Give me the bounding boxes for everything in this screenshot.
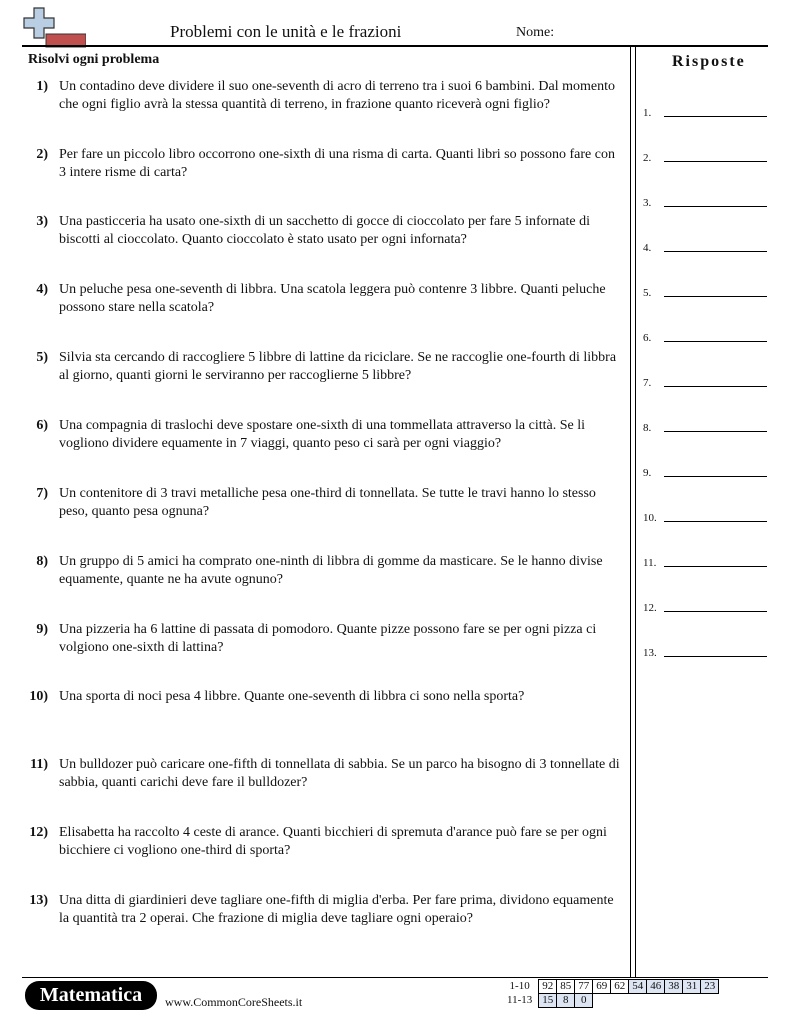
problem-item [0, 621, 630, 657]
answer-blank[interactable] [643, 99, 767, 119]
column-divider [630, 45, 631, 977]
score-table [504, 979, 719, 1008]
problem-number: 4) [36, 282, 48, 297]
score-row [504, 980, 719, 994]
answer-number: 10. [643, 512, 657, 524]
problem-text: Un contenitore di 3 travi metalliche pesa one-third di tonnellata. Se tutte le travi hanno lo stesso peso, quanto pesa ognuna? [59, 486, 596, 519]
problem-text: Silvia sta cercando di raccogliere 5 libbre di lattine da riciclare. Se ne raccoglie one-fourth di libbra al giorno, quanti giorni le serviranno per raccoglierne 5 libbre? [59, 350, 617, 383]
problem-text: Un contadino deve dividere il suo one-seventh di acro di terreno tra i suoi 6 bambini. Dal momento che ogni figlio avrà la stessa quantità di terreno, in frazione quanto riceverà ogni figlio? [59, 79, 615, 112]
answer-line[interactable] [664, 476, 767, 477]
answer-number: 7. [643, 377, 652, 389]
name-label: Nome: [516, 25, 555, 40]
score-range-label: 11-13 [507, 994, 533, 1006]
problem-number: 3) [36, 214, 48, 229]
answer-line[interactable] [664, 656, 767, 657]
answer-line[interactable] [664, 521, 767, 522]
problem-number: 12) [29, 825, 48, 840]
answer-line[interactable] [664, 296, 767, 297]
website-link[interactable]: www.CommonCoreSheets.it [165, 995, 303, 1009]
answer-blank[interactable] [643, 639, 767, 659]
answer-blank[interactable] [643, 234, 767, 254]
answer-blank[interactable] [643, 369, 767, 389]
problem-text: Una sporta di noci pesa 4 libbre. Quante one-seventh di libbra ci sono nella sporta? [59, 689, 525, 704]
answers-title: Risposte [672, 53, 746, 70]
answer-blank[interactable] [643, 549, 767, 569]
score-spacer [593, 994, 719, 1008]
answer-blank[interactable] [643, 189, 767, 209]
brand-logo [25, 981, 157, 1010]
answer-number: 12. [643, 602, 657, 614]
header-divider [22, 45, 768, 47]
brand-label: Matematica [34, 984, 148, 1007]
problem-number: 6) [36, 418, 48, 433]
problem-number: 5) [36, 350, 48, 365]
score-cell: 8 [557, 994, 575, 1008]
answer-number: 6. [643, 332, 652, 344]
answer-number: 1. [643, 107, 652, 119]
score-cell: 62 [611, 980, 629, 994]
answer-number: 13. [643, 647, 657, 659]
answer-number: 3. [643, 197, 652, 209]
score-cell: 31 [683, 980, 701, 994]
problem-number: 11) [30, 757, 48, 772]
footer-divider [22, 977, 768, 978]
answer-number: 11. [643, 557, 657, 569]
problem-text: Elisabetta ha raccolto 4 ceste di arance. Quanti bicchieri di spremuta d'arance può fare se per ogni bicchiere ci vogliono one-third di sporta? [59, 825, 607, 858]
answer-blank[interactable] [643, 414, 767, 434]
problem-text: Un gruppo di 5 amici ha comprato one-ninth di libbra di gomme da masticare. Se le hanno divise equamente, quante ne ha avute ognuno? [59, 554, 603, 587]
answer-line[interactable] [664, 386, 767, 387]
score-cell: 85 [557, 980, 575, 994]
answer-line[interactable] [664, 251, 767, 252]
answer-line[interactable] [664, 566, 767, 567]
answer-line[interactable] [664, 206, 767, 207]
problem-item [0, 213, 630, 249]
problem-text: Per fare un piccolo libro occorrono one-sixth di una risma di carta. Quanti libri so possono fare con 3 intere risme di carta? [59, 147, 615, 180]
instructions: Risolvi ogni problema [28, 52, 160, 67]
answer-blank[interactable] [643, 144, 767, 164]
score-cell: 15 [539, 994, 557, 1008]
answer-line[interactable] [664, 341, 767, 342]
answer-number: 8. [643, 422, 652, 434]
answer-line[interactable] [664, 116, 767, 117]
problem-number: 8) [36, 554, 48, 569]
problem-number: 9) [36, 622, 48, 637]
score-row [504, 994, 719, 1008]
answer-blank[interactable] [643, 459, 767, 479]
problem-text: Una compagnia di traslochi deve spostare one-sixth di una tommellata attraverso la città. Se li vogliono dividere equamente in 7 viaggi, quanto peso ci sarà per ogni viaggio? [59, 418, 586, 451]
problem-item [0, 756, 630, 792]
problem-item [0, 78, 630, 114]
problem-item [0, 485, 630, 521]
problem-text: Un bulldozer può caricare one-fifth di tonnellata di sabbia. Se un parco ha bisogno di 3 tonnellate di sabbia, quanti carichi deve fare il bulldozer? [59, 757, 620, 790]
plus-minus-logo-icon [22, 6, 86, 48]
answer-number: 2. [643, 152, 652, 164]
answer-line[interactable] [664, 161, 767, 162]
worksheet-title: Problemi con le unità e le frazioni [170, 22, 402, 41]
answer-number: 5. [643, 287, 652, 299]
score-cell: 23 [701, 980, 719, 994]
problem-text: Una pizzeria ha 6 lattine di passata di pomodoro. Quante pizze possono fare se per ogni pizza ci volgiono one-sixth di lattina? [59, 622, 597, 655]
score-cell: 69 [593, 980, 611, 994]
score-cell: 0 [575, 994, 593, 1008]
score-cell: 92 [539, 980, 557, 994]
problem-item [0, 688, 630, 706]
score-cell: 38 [665, 980, 683, 994]
score-cell: 54 [629, 980, 647, 994]
score-cell: 77 [575, 980, 593, 994]
problem-text: Un peluche pesa one-seventh di libbra. Una scatola leggera può contenre 3 libbre. Quanti peluche possono stare nella scatola? [59, 282, 606, 315]
problem-item [0, 349, 630, 385]
answer-blank[interactable] [643, 594, 767, 614]
problem-item [0, 892, 630, 928]
answer-line[interactable] [664, 611, 767, 612]
problem-number: 1) [36, 79, 48, 94]
column-divider [635, 45, 636, 977]
answer-line[interactable] [664, 431, 767, 432]
problem-item [0, 553, 630, 589]
problem-item [0, 146, 630, 182]
answer-blank[interactable] [643, 279, 767, 299]
problem-text: Una pasticceria ha usato one-sixth di un sacchetto di gocce di cioccolato per fare 5 infornate di biscotti al cioccolato. Quanto cioccolato è stato usato per ogni infornata? [59, 214, 591, 247]
problem-text: Una ditta di giardinieri deve tagliare one-fifth di miglia d'erba. Per fare prima, dividono equamente la quantità tra 2 operai. Che frazione di miglia deve tagliare ogni operaio? [59, 893, 614, 926]
problem-item [0, 417, 630, 453]
problem-number: 13) [29, 893, 48, 908]
score-range-label: 1-10 [509, 980, 530, 992]
problem-number: 7) [36, 486, 48, 501]
answer-blank[interactable] [643, 324, 767, 344]
score-cell: 46 [647, 980, 665, 994]
problem-item [0, 824, 630, 860]
answer-number: 9. [643, 467, 652, 479]
answer-number: 4. [643, 242, 652, 254]
answer-blank[interactable] [643, 504, 767, 524]
problem-number: 2) [36, 147, 48, 162]
problem-number: 10) [29, 689, 48, 704]
problem-item [0, 281, 630, 317]
